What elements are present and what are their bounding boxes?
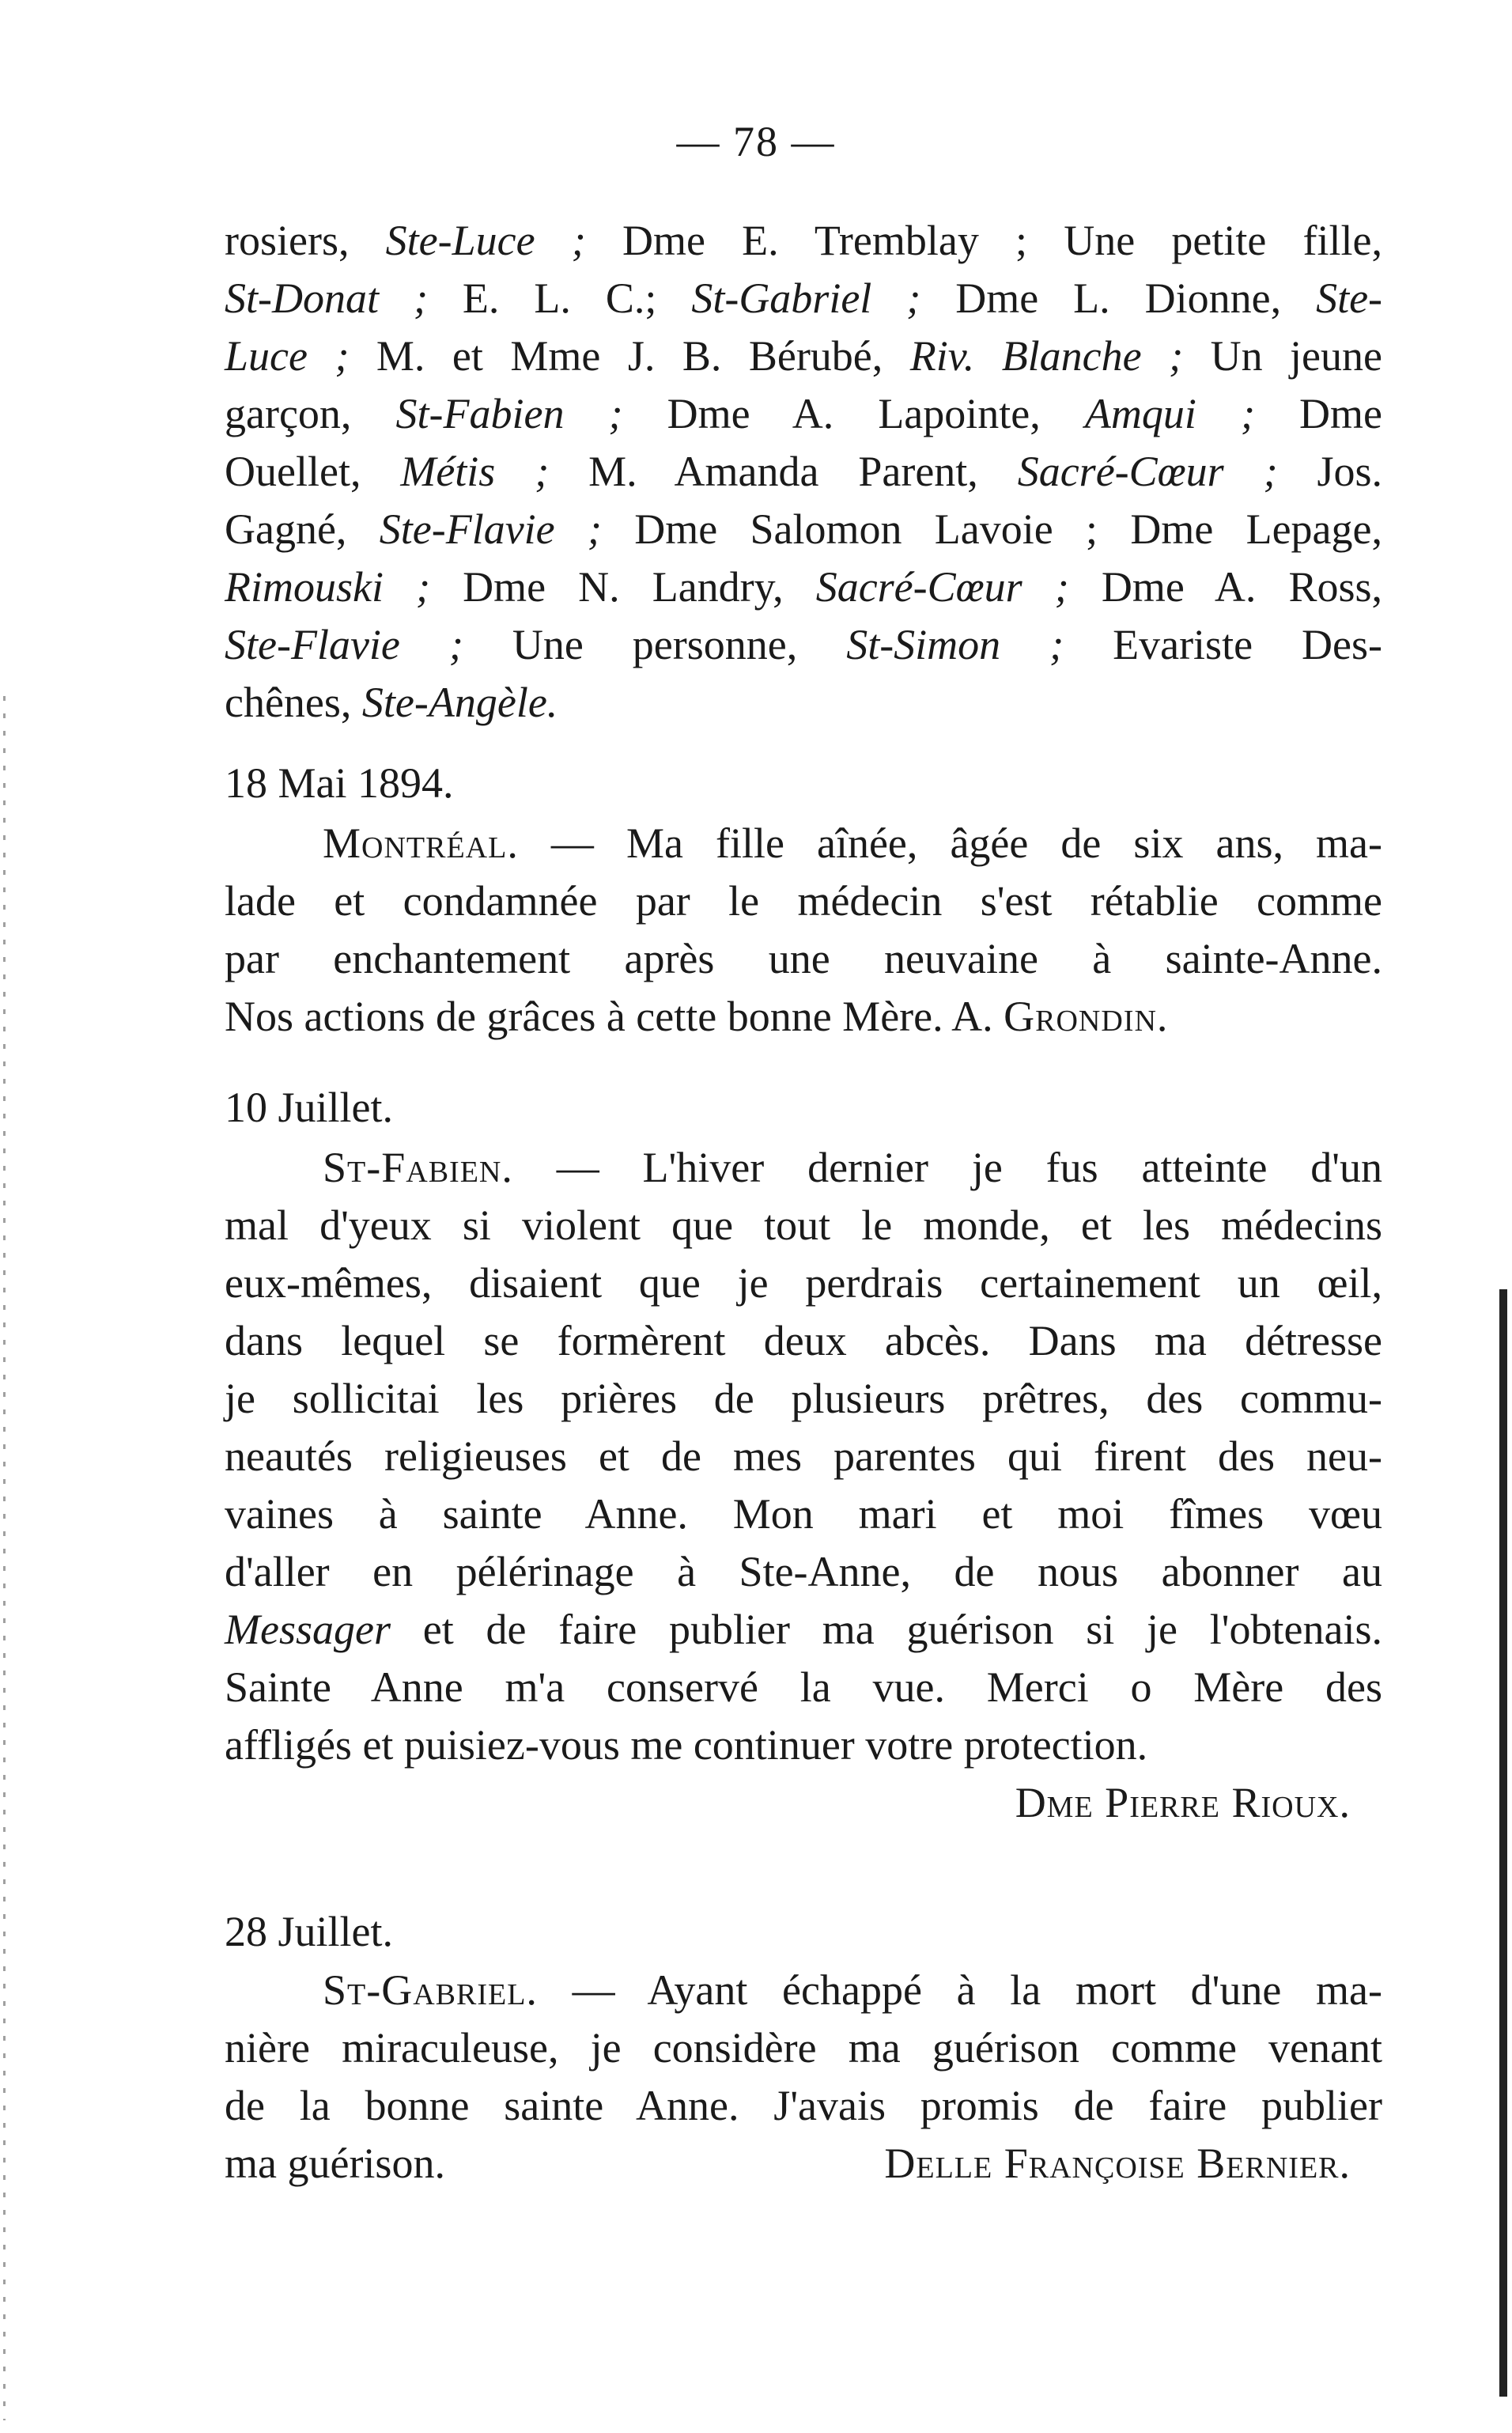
signature: Grondin.: [1004, 993, 1169, 1040]
text-run: Jos.: [1277, 448, 1383, 495]
left-edge-shadow: [3, 696, 6, 2420]
signature: Delle Françoise Bernier.: [884, 2140, 1351, 2187]
place-name: Sacré-Cœur ;: [1017, 448, 1278, 495]
right-edge-shadow: [1499, 1289, 1507, 2397]
text-line: [225, 815, 1382, 872]
text-line: [225, 1601, 1382, 1659]
text-line: dans lequel se formèrent deux abcès. Dans ma détresse: [225, 1317, 1382, 1364]
text-line: [225, 1962, 1382, 2019]
text-run: Evariste Des-: [1064, 621, 1382, 668]
text-run: Dme A. Ross,: [1068, 563, 1382, 611]
text-line: [225, 674, 1382, 732]
place-name: Ste-Angèle.: [361, 679, 558, 726]
place-name: St-Gabriel ;: [691, 274, 921, 322]
text-run: Dme Salomon Lavoie ; Dme Lepage,: [601, 505, 1382, 553]
text-run: chênes,: [225, 679, 362, 726]
place-name: Rimouski ;: [225, 563, 431, 611]
place-name: St-Gabriel.: [323, 1966, 538, 2014]
text-run: — Ayant échappé à la mort d'une ma-: [537, 1966, 1382, 2014]
text-run: M. et Mme J. B. Bérubé,: [349, 332, 910, 380]
place-name: Riv. Blanche ;: [909, 332, 1184, 380]
periodical-title: Messager: [225, 1606, 391, 1653]
text-line: [225, 501, 1382, 558]
text-line: [225, 385, 1382, 443]
place-name: St-Fabien.: [323, 1144, 513, 1191]
date-28-juillet: 28 Juillet.: [225, 1908, 393, 1955]
place-name: Ste-: [1316, 274, 1383, 322]
montreal-testimony: [225, 815, 1382, 1046]
text-line: [225, 1139, 1382, 1197]
text-line: nière miraculeuse, je considère ma guérison comme venant: [225, 2024, 1382, 2072]
names-paragraph: [225, 212, 1382, 732]
text-line: affligés et puisiez-vous me continuer votre protection.: [225, 1721, 1148, 1769]
text-run: Une personne,: [463, 621, 847, 668]
text-run: Dme A. Lapointe,: [622, 390, 1085, 437]
text-run: Dme: [1254, 390, 1383, 437]
place-name: Ste-Luce ;: [385, 217, 586, 264]
text-line: lade et condamnée par le médecin s'est rétablie comme: [225, 877, 1382, 925]
text-line: d'aller en pélérinage à Ste-Anne, de nous abonner au: [225, 1548, 1382, 1595]
place-name: Montréal.: [323, 819, 519, 867]
text-line: [225, 558, 1382, 616]
text-line: [225, 616, 1382, 674]
text-run: E. L. C.;: [427, 274, 692, 322]
text-line: mal d'yeux si violent que tout le monde, et les médecins: [225, 1201, 1382, 1249]
text-run: Dme L. Dionne,: [920, 274, 1317, 322]
text-run: ma guérison.: [225, 2140, 445, 2187]
text-line: eux-mêmes, disaient que je perdrais certainement un œil,: [225, 1259, 1382, 1307]
text-line: [225, 327, 1382, 385]
place-name: Amqui ;: [1084, 390, 1255, 437]
text-run: Dme E. Tremblay ; Une petite fille,: [585, 217, 1383, 264]
text-line: [225, 212, 1382, 270]
text-run: Gagné,: [225, 505, 380, 553]
text-line: Sainte Anne m'a conservé la vue. Merci o Mère des: [225, 1663, 1382, 1711]
date-18-mai: 18 Mai 1894.: [225, 759, 454, 807]
page-number: — 78 —: [676, 118, 836, 165]
text-run: — Ma fille aînée, âgée de six ans, ma-: [518, 819, 1382, 867]
text-line: neautés religieuses et de mes parentes qui firent des neu-: [225, 1432, 1382, 1480]
text-run: Dme N. Landry,: [430, 563, 816, 611]
text-run: garçon,: [225, 390, 396, 437]
text-run: M. Amanda Parent,: [549, 448, 1018, 495]
text-run: Un jeune: [1183, 332, 1382, 380]
signature: Dme Pierre Rioux.: [1015, 1779, 1351, 1826]
place-name: Ste-Flavie ;: [225, 621, 463, 668]
place-name: St-Donat ;: [225, 274, 428, 322]
place-name: Métis ;: [400, 448, 550, 495]
text-line: [225, 270, 1382, 327]
text-line: [225, 443, 1382, 501]
text-line: [225, 988, 1382, 1046]
place-name: St-Fabien ;: [395, 390, 623, 437]
text-line: de la bonne sainte Anne. J'avais promis de faire publier: [225, 2082, 1382, 2129]
text-run: — L'hiver dernier je fus atteinte d'un: [512, 1144, 1382, 1191]
place-name: St-Simon ;: [846, 621, 1064, 668]
st-fabien-testimony: [225, 1139, 1382, 1832]
text-run: Nos actions de grâces à cette bonne Mère. A.: [225, 993, 1004, 1040]
text-run: et de faire publier ma guérison si je l'obtenais.: [390, 1606, 1382, 1653]
text-line: je sollicitai les prières de plusieurs prêtres, des commu-: [225, 1375, 1382, 1422]
place-name: Sacré-Cœur ;: [815, 563, 1069, 611]
place-name: Ste-Flavie ;: [379, 505, 602, 553]
text-run: rosiers,: [225, 217, 386, 264]
text-line: par enchantement après une neuvaine à sainte-Anne.: [225, 935, 1382, 982]
place-name: Luce ;: [225, 332, 350, 380]
text-run: Ouellet,: [225, 448, 401, 495]
text-line: vaines à sainte Anne. Mon mari et moi fîmes vœu: [225, 1490, 1382, 1538]
date-10-juillet: 10 Juillet.: [225, 1084, 393, 1131]
text-line: [225, 2135, 1382, 2193]
st-gabriel-testimony: [225, 1962, 1382, 2193]
